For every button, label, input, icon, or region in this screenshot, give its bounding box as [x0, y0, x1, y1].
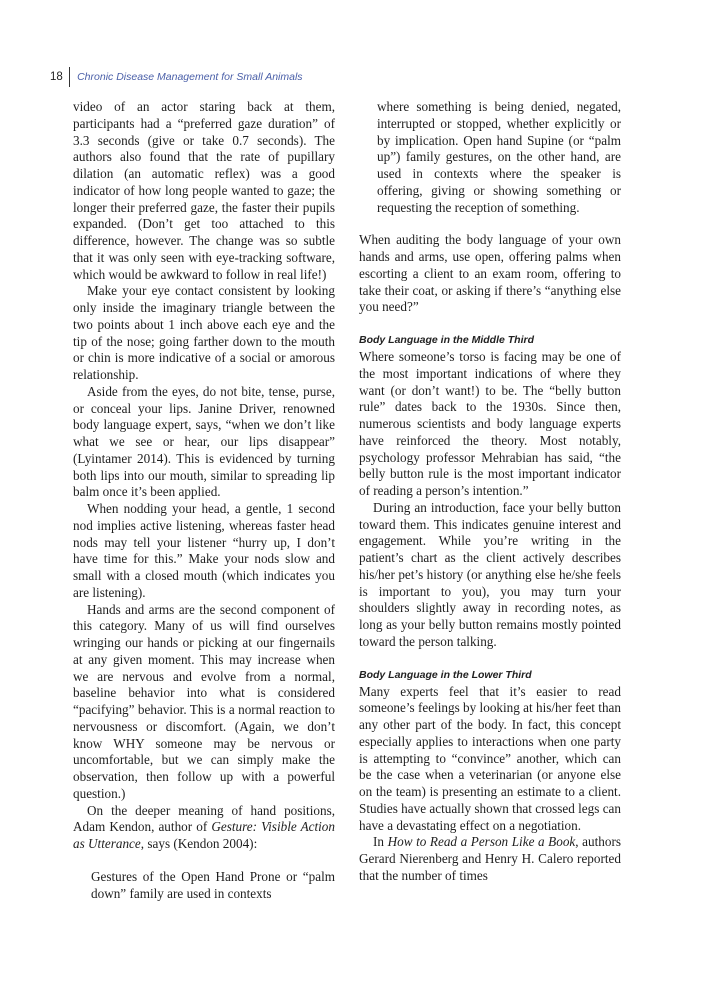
- book-title: Gesture: Visible Action as Utterance: [73, 819, 335, 851]
- paragraph: When auditing the body language of your own hands and arms, use open, offering palms when escorting a client to an exam room, offering to take their coat, or asking if there’s “anything else you need?”: [359, 232, 621, 315]
- paragraph: Hands and arms are the second component of this category. Many of us will find ourselves wringing our hands or picking at our fingernails at any given moment. This may increase when we are nervous and evolve from a normal, baseline behavior into what is considered “pacifying” behavior. This is a normal reaction to nervousness or discomfort. (Again, we don’t know WHY someone may be nervous or uncomfortable, but we can simply make the observation, then follow up with a powerful question.): [73, 601, 335, 801]
- paragraph: When nodding your head, a gentle, 1 second nod implies active listening, whereas faster head nods may tell your listener “hurry up, I don’t have time for this.” Make your nods slow and small with a closed mouth (which indicates you are listening).: [73, 501, 335, 600]
- text-run: On the deeper meaning of hand positions, Adam Kendon, author of: [73, 802, 335, 835]
- section-heading: Body Language in the Middle Third: [359, 334, 534, 346]
- header-divider: [69, 67, 70, 87]
- paragraph: During an introduction, face your belly button toward them. This indicates genuine interest and engagement. While you’re writing in the patient’s chart as the client actively describes his/her pet’s history (or anything else he/she feels is important to you), you may turn your shoulders slightly away in recording notes, as long as your belly button remains mostly pointed toward the person talking.: [359, 499, 621, 649]
- right-column: [359, 99, 621, 885]
- page-header: [50, 66, 303, 88]
- paragraph: Aside from the eyes, do not bite, tense, purse, or conceal your lips. Janine Driver, renowned body language expert, says, “when we don’t like what we see or hear, our lips disappear” (Lyintamer 2014). This is evidenced by turning both lips into our mouth, similar to spreading lip balm once it’s been applied.: [73, 383, 335, 500]
- block-quote: Gestures of the Open Hand Prone or “palm down” family are used in contexts: [91, 868, 335, 901]
- block-quote: where something is being denied, negated, interrupted or stopped, whether explicitly or by implication. Open hand Supine (or “palm up”) family gestures, on the other hand, are used in contexts where the speaker is offering, giving or showing something or requesting the reception of something.: [377, 99, 621, 215]
- left-column: [73, 99, 335, 902]
- paragraph: [359, 834, 621, 884]
- text-run: , authors Gerard Nierenberg and Henry H. Calero reported that the number of times: [359, 834, 621, 883]
- paragraph: Make your eye contact consistent by looking only inside the imaginary triangle between the two points about 1 inch above each eye and the tip of the nose; going farther down to the mouth or chin is more indicative of a social or amorous relationship.: [73, 283, 335, 382]
- paragraph: Many experts feel that it’s easier to read someone’s feelings by looking at his/her feet than any other part of the body. In fact, this concept especially applies to interactions when one party is attempting to “convince” another, which can be the case when a veterinarian (or anyone else on the team) is presenting an estimate to a client. Studies have actually shown that crossed legs can have a devastating effect on a negotiation.: [359, 683, 621, 833]
- text-run: , says (Kendon 2004):: [140, 836, 258, 851]
- page-number: 18: [50, 71, 63, 83]
- paragraph: Where someone’s torso is facing may be one of the most important indications of where they want (or don’t want!) to be. The “belly button rule” dates back to the 1930s. Since then, numerous scientists and body language experts have reinforced the theory. Most notably, psychology professor Mehrabian has said, “the belly button rule is the most important indicator of reading a person’s intention.”: [359, 349, 621, 498]
- section-heading: Body Language in the Lower Third: [359, 668, 532, 681]
- running-head: Chronic Disease Management for Small Animals: [77, 71, 303, 83]
- book-title: How to Read a Person Like a Book: [387, 834, 576, 850]
- paragraph: [73, 803, 335, 853]
- paragraph: video of an actor staring back at them, participants had a “preferred gaze duration” of 3.3 seconds (give or take 0.7 seconds). The authors also found that the rate of pupillary dilation (an automatic reflex) was a good indicator of how long people wanted to gaze; the longer their preferred gaze, the faster their pupils expanded. (Don’t get too attached to this difference, however. The change was so subtle that it was only seen with eye-tracking software, which would be awkward to follow in real life!): [73, 99, 335, 282]
- text-run: In: [373, 834, 388, 850]
